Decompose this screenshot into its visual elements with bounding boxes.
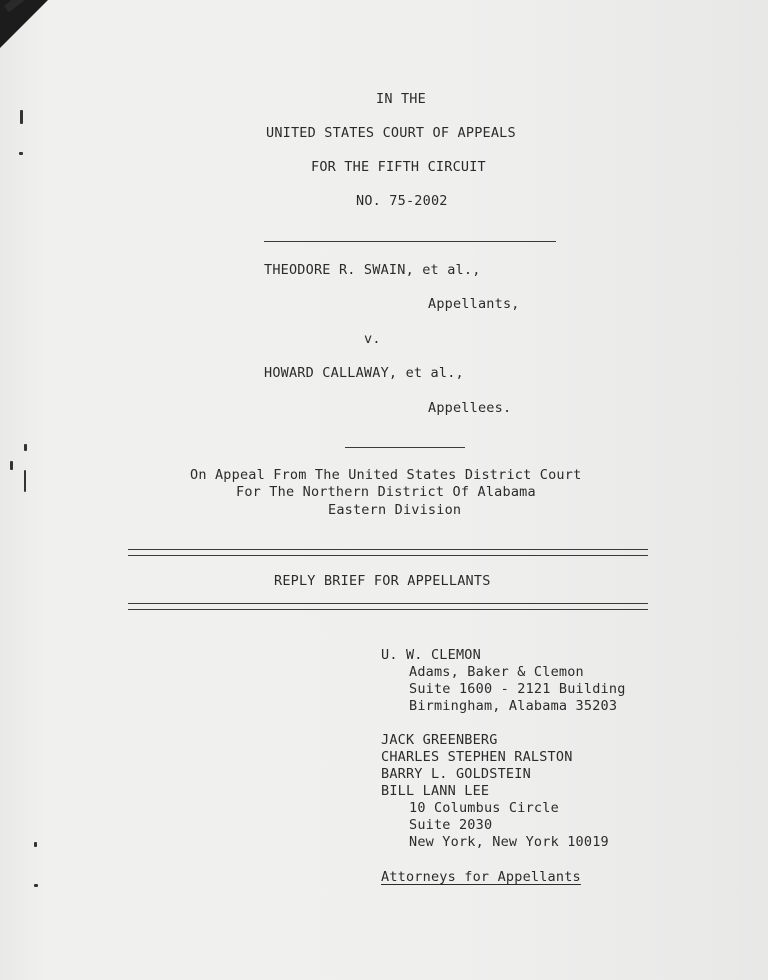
appeal-line2: For The Northern District Of Alabama <box>236 484 536 500</box>
court-heading-line2: UNITED STATES COURT OF APPEALS <box>266 125 516 141</box>
appeal-line1: On Appeal From The United States District Court <box>190 467 582 483</box>
margin-mark <box>34 884 38 887</box>
attorney-ralston: CHARLES STEPHEN RALSTON <box>381 749 573 765</box>
divider-line <box>264 241 556 242</box>
new-york-street: 10 Columbus Circle <box>409 800 559 816</box>
birmingham-suite: Suite 1600 - 2121 Building <box>409 681 626 697</box>
appellant-name: THEODORE R. SWAIN, et al., <box>264 262 481 278</box>
appeal-line3: Eastern Division <box>328 502 462 518</box>
margin-mark <box>24 470 26 492</box>
attorney-clemon: U. W. CLEMON <box>381 647 481 663</box>
margin-mark <box>19 152 23 155</box>
margin-mark <box>34 842 37 847</box>
margin-mark <box>10 461 13 470</box>
margin-mark <box>24 444 27 451</box>
margin-mark <box>20 110 23 124</box>
firm-name: Adams, Baker & Clemon <box>409 664 584 680</box>
signature-label: Attorneys for Appellants <box>381 869 581 885</box>
appellee-role: Appellees. <box>428 400 512 416</box>
appellee-name: HOWARD CALLAWAY, et al., <box>264 365 464 381</box>
appellant-role: Appellants, <box>428 296 520 312</box>
short-divider-line <box>345 447 465 448</box>
attorney-greenberg: JACK GREENBERG <box>381 732 498 748</box>
new-york-city: New York, New York 10019 <box>409 834 609 850</box>
double-rule-bottom <box>128 603 648 610</box>
double-rule-top <box>128 549 648 556</box>
versus: v. <box>364 331 381 347</box>
new-york-suite: Suite 2030 <box>409 817 493 833</box>
attorney-lee: BILL LANN LEE <box>381 783 490 799</box>
court-heading-line1: IN THE <box>376 91 426 107</box>
court-heading-line3: FOR THE FIFTH CIRCUIT <box>311 159 486 175</box>
attorney-goldstein: BARRY L. GOLDSTEIN <box>381 766 531 782</box>
case-number: NO. 75-2002 <box>356 193 448 209</box>
birmingham-city: Birmingham, Alabama 35203 <box>409 698 618 714</box>
brief-title: REPLY BRIEF FOR APPELLANTS <box>274 573 491 589</box>
